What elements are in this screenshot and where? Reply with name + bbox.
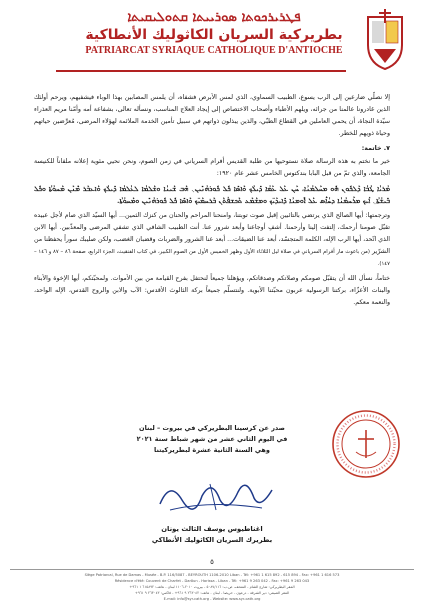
section-heading-conclusion: ٧. خاتمة:	[361, 145, 390, 152]
footer-web: E-mail: info@syr-cath.org - Website: www.syr-cath.org	[163, 597, 261, 601]
pontificate-year: وهي السنة الثانية عشرة لبطريركيتنا	[154, 446, 270, 454]
footer-french-summer: Résidence d'été: Couvent de Charfet - Darôun - Harissa - Liban - Tél: +961 9 263 042 - Fax: +961 9 263 043	[114, 579, 310, 583]
signatory	[0, 524, 424, 546]
footer-french-address: Siège Patriarcal, Rue de Damas - Musée - B.P. 116/5087 - BEYROUTH 1106-2010 Liban - Tél: +961 1 615 892 - 615 894 - Fax: +961 1 616 573	[84, 573, 340, 577]
page-number: ٥	[210, 558, 214, 566]
signatory-title: بطريرك السريان الكاثوليك الأنطاكي	[151, 536, 273, 544]
footer-rule	[10, 569, 414, 570]
handwritten-signature-icon	[150, 470, 280, 520]
syriac-title: ܦܛܪܝܪܟܘܬܐ ܣܘܪܝܝܬܐ ܩܬܘܠܝܩܝܬܐ	[127, 10, 301, 25]
paragraph-translation	[34, 210, 390, 270]
date-block	[0, 423, 424, 456]
paragraph-conclusion-intro: خير ما نختم به هذه الرسالة صلاة نستوحيها من طلبة القديس أفرام السرياني في زمن الصوم، ونحن نحيي مئوية إعلانه ملفاناً للكنيسة الجامعة، والذي تمّ من قبل البابا بندكتوس الخامس عشر عام ١٩٢٠:	[34, 158, 390, 177]
header-rule	[56, 70, 346, 72]
syriac-prayer: ܡܳܪܝܳܐ ܛܳܒܳܐ ܕܰܠܟܽܘܢ ܗܽܘ ܡܚܰܠܡܳܢܳܐ، ܚܰܢ ܥܰܠ ܥܰܡܳܐ ܕܺܝܠܳܟ ܘܰܐܣܺܐ ܟܽܠ ܟܽܘܪܗܳܢܺܝܢ܆ ܗܰܒ ܫܰܝܢܳܐ ܘܫܰܠܡܳܐ ܠܥܳܠܡܳܐ ܕܺܝܠܳܟ ܘܰܐܥܒܰܪ ܡܶܢܰܢ ܡܰܚܘܳܬܳܐ ܘܟܽܠ ܒܺܝܫܳܬܳܐ܆ ܐܰܝܟ ܡܪܰܚܡܳܢܳܐ ܕܚܳܐܶܣ ܥܰܠ ܐܽܘܡܢܳܐ ܕܺܐܝܕܰܝ̈ܟ ܘܡܫܰܡܰܥ ܬܰܟܫܦܳܬܰܢ ܒܰܪܚܡܰܝ̈ܟ ܘܰܐܣܺܐ ܟܽܠ ܟܽܘܪܗܳܢܺܝܢ ܘܡܰܚܘܳܬܳܐ.	[34, 184, 390, 205]
patriarchate-coat-of-arms-icon	[362, 9, 408, 71]
signatory-name: اغناطيوس يوسف الثالث يونان	[161, 525, 263, 533]
page-footer	[10, 572, 414, 602]
letterhead	[0, 6, 424, 84]
arabic-title: بطريركية السريان الكاثوليك الأنطاكية	[85, 27, 343, 43]
footer-arabic-address: المقر البطريركي: شارع الشام - المتحف، ص.ب: ٥٠٨٧/١١٦ - بيروت ٢٠١٠-١١٠٦ لبنان - هاتف: ٦١٥٨٩٢ ١ ٩٦١+	[129, 585, 295, 589]
issued-place: صدر عن كرسينا البطريركي في بيروت – لبنان	[139, 424, 285, 432]
french-title: PATRIARCAT SYRIAQUE CATHOLIQUE D'ANTIOCHE	[85, 45, 343, 56]
paragraph-closing-blessing: ختاماً، نسأل الله أن يتقبّل صومكم وصلاتكم وصدقاتكم، ويؤهلنا جميعاً لنحتفل بفرح القيامة من بين الأموات. ولمحبّتكم، أيها الإخوة والأبناء والبنات الأعزّاء، بركتنا الرسولية عربون محبّتنا الأبوية. ولنتسلّم جميعاً بركة الثالوث الأقدس: الآب والابن والروح القدس، الإله الواحد، والنعمة معكم.	[34, 275, 390, 306]
footer-arabic-summer: المقر الصيفي: دير الشرفة - درعون - حريصا - لبنان - هاتف: ٢٦٣٠٤٢ ٩ ٩٦١+ - فاكس: ٢٦٣٠٤٣ ٩ ٩٦١+	[134, 591, 290, 595]
citation: (من باعوث مار أفرام السرياني في صلاة ليل الثلاثاء الأول وظهر الخميس الأول من الصوم الكبير، في كتاب الفنقيث، الجزء الرابع، صفحة ٨٦ – ٨٧ و ١٤٦ – ١٤٧).	[34, 249, 390, 267]
paragraph-prayer-healing: إلا نصلّي ضارعين إلى الرب يسوع، الطبيب السماوي، الذي لمس الأبرص فشفاه، أن يلمس المصابين بهذا الوباء فيشفيهم، ويرحم أولئك الذين غادرونا عالمنا من جرائه، ويلهم الأطباء وأصحاب الاختصاص إلى إيجاد العلاج المناسب، ونسأله تعالى، بشفاعة أمه وأمّنا مريم العذراء سيّدة النجاة، أن يحمي العاملين في القطاع الطبّي، والذين يبذلون ذواتهم في سبيل تأمين الخدمة الملائمة لهؤلاء المرضى، مُعرِّضين حياتهم وحياة ذويهم للخطر.	[34, 94, 390, 137]
letter-body	[34, 92, 390, 312]
translation-text: وترجمتها: أيها الصالح الذي يرتضي بالتائبين إقبل صوت توبتنا، وامنحنا المراحم والحنان من كنزك الثمين... أيها السيّد الذي صام لأجل عبيده تقبّل صومنا أرحمك، إلتفت إلينا وأرحمنا. أشفِ أوجاعنا وأبعد شرور عنا. أنت الطبيب الشافي الذي تشفي المرضى والمعذّبين. أيها الابن الذي اتّحد، أيها الرب الإله، الكلمة المتجسّد، أبعد عنا الضيقات... أبعد عنا الشرور والضربات وقضبان الغضب، ولكن صليبك سوراً يحفظنا من الشرّير	[34, 212, 390, 255]
issued-date: في اليوم الثاني عشر من شهر شباط سنة ٢٠٢١	[136, 435, 288, 443]
